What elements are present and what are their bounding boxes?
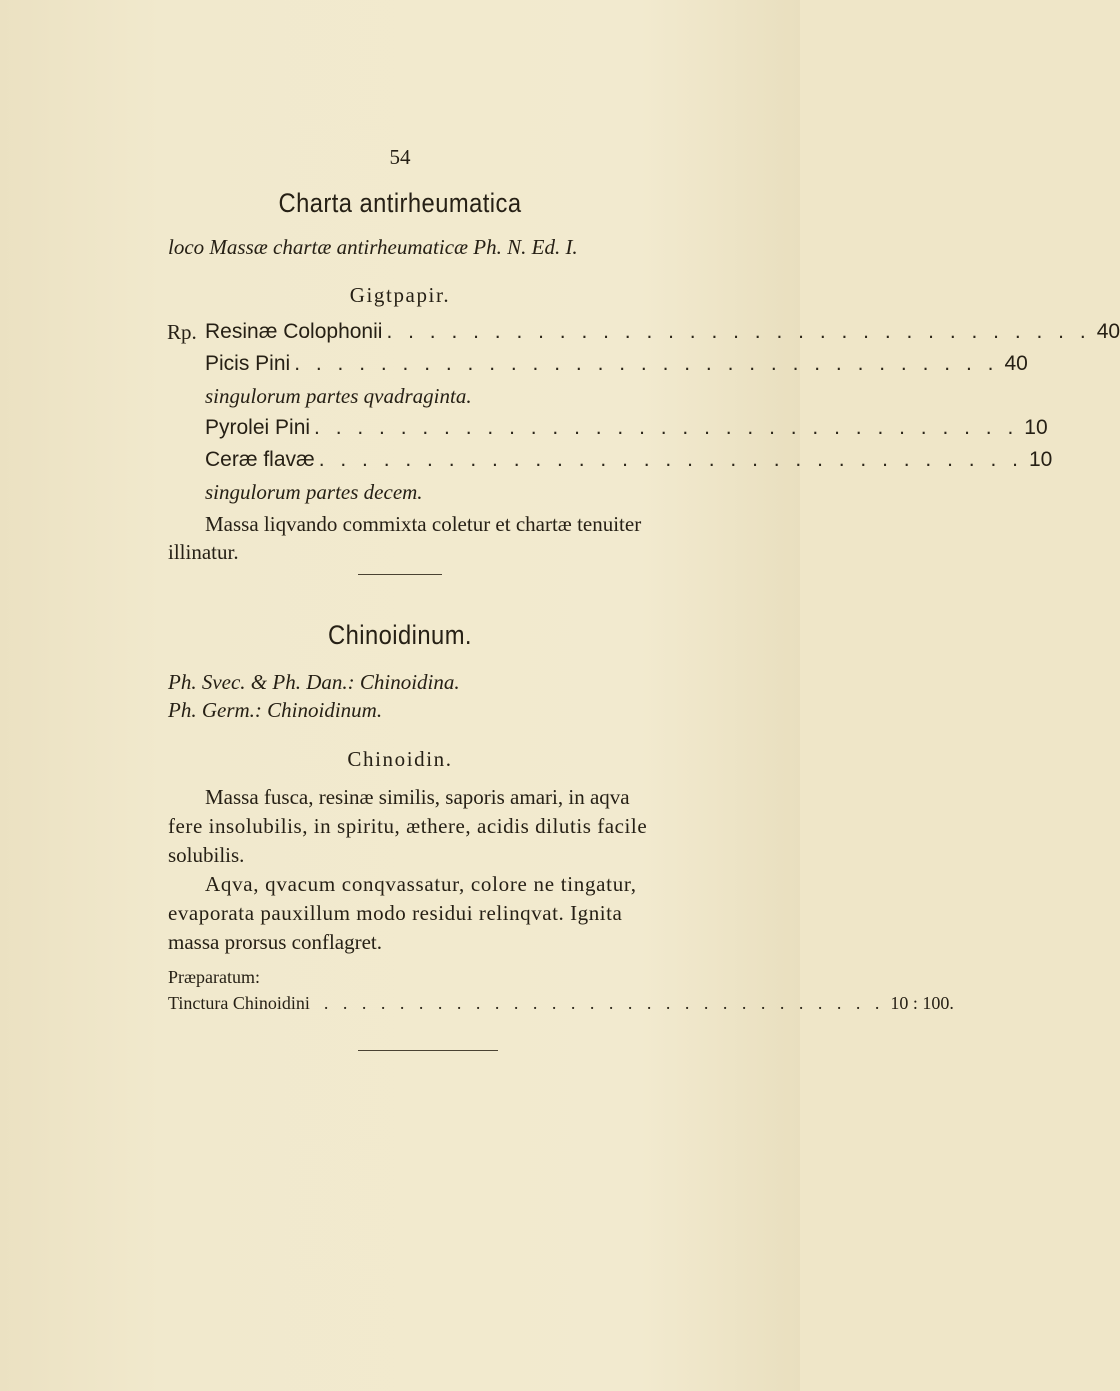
leader-dots: . . . . . . . . . . . . . . . . . . . . . . . . . . . . . . (323, 993, 885, 1013)
ingredient-name: Resinæ Colophonii (205, 320, 383, 343)
description-line: solubilis. (168, 843, 245, 867)
description-line: Massa fusca, resinæ similis, saporis amari, in aqva (205, 785, 630, 809)
ingredient-name: Pyrolei Pini (205, 416, 311, 439)
ingredient-row (205, 416, 1048, 440)
preparation-label: Præparatum: (168, 967, 260, 987)
recipe-prefix: Rp. (167, 320, 197, 344)
description-line: evaporata pauxillum modo residui relinqvat. Ignita (168, 901, 623, 925)
danish-name-chinoidin: Chinoidin. (347, 747, 453, 771)
ingredient-amount: 40 (1004, 352, 1028, 375)
leader-dots: . . . . . . . . . . . . . . . . . . . . . . . . . . . . . . . . . (386, 320, 1091, 343)
ingredient-name: Picis Pini (205, 352, 291, 375)
ingredient-name: Ceræ flavæ (205, 448, 315, 471)
ingredient-amount: 40 (1096, 320, 1120, 343)
description-line: fere insolubilis, in spiritu, æthere, acidis dilutis facile (168, 814, 648, 838)
leader-dots: . . . . . . . . . . . . . . . . . . . . . . . . . . . . . . . . . (318, 448, 1023, 471)
section-divider (358, 574, 442, 575)
instruction-line: Massa liqvando commixta coletur et chartæ tenuiter (205, 512, 642, 536)
page-number: 54 (389, 145, 411, 169)
preparation-amount: 10 : 100. (890, 993, 954, 1013)
description-line: Aqva, qvacum conqvassatur, colore ne tingatur, (205, 872, 637, 896)
description-line: massa prorsus conflagret. (168, 930, 383, 954)
pharmacopoeia-reference: Ph. Svec. & Ph. Dan.: Chinoidina. (168, 670, 460, 694)
section-divider (358, 1050, 498, 1051)
danish-name-gigtpapir: Gigtpapir. (349, 283, 451, 307)
instruction-line: illinatur. (168, 540, 239, 564)
ingredient-amount: 10 (1028, 448, 1053, 471)
section-title-charta: Charta antirheumatica (278, 188, 522, 218)
leader-dots: . . . . . . . . . . . . . . . . . . . . . . . . . . . . . . . . . (294, 352, 999, 375)
section-subtitle-charta: loco Massæ chartæ antirheumaticæ Ph. N. Ed. I. (168, 235, 578, 259)
ingredient-row (205, 448, 1053, 472)
preparation-name: Tinctura Chinoidini (168, 993, 310, 1013)
ingredient-row (205, 352, 1028, 376)
ingredient-amount: 10 (1024, 416, 1048, 439)
preparation-row (168, 993, 954, 1014)
ingredient-note: singulorum partes decem. (205, 480, 423, 504)
ingredient-row (205, 320, 1120, 344)
section-title-chinoidinum: Chinoidinum. (328, 620, 472, 650)
pharmacopoeia-reference: Ph. Germ.: Chinoidinum. (168, 698, 383, 722)
leader-dots: . . . . . . . . . . . . . . . . . . . . . . . . . . . . . . . . . (314, 416, 1019, 439)
ingredient-note: singulorum partes qvadraginta. (205, 384, 472, 408)
